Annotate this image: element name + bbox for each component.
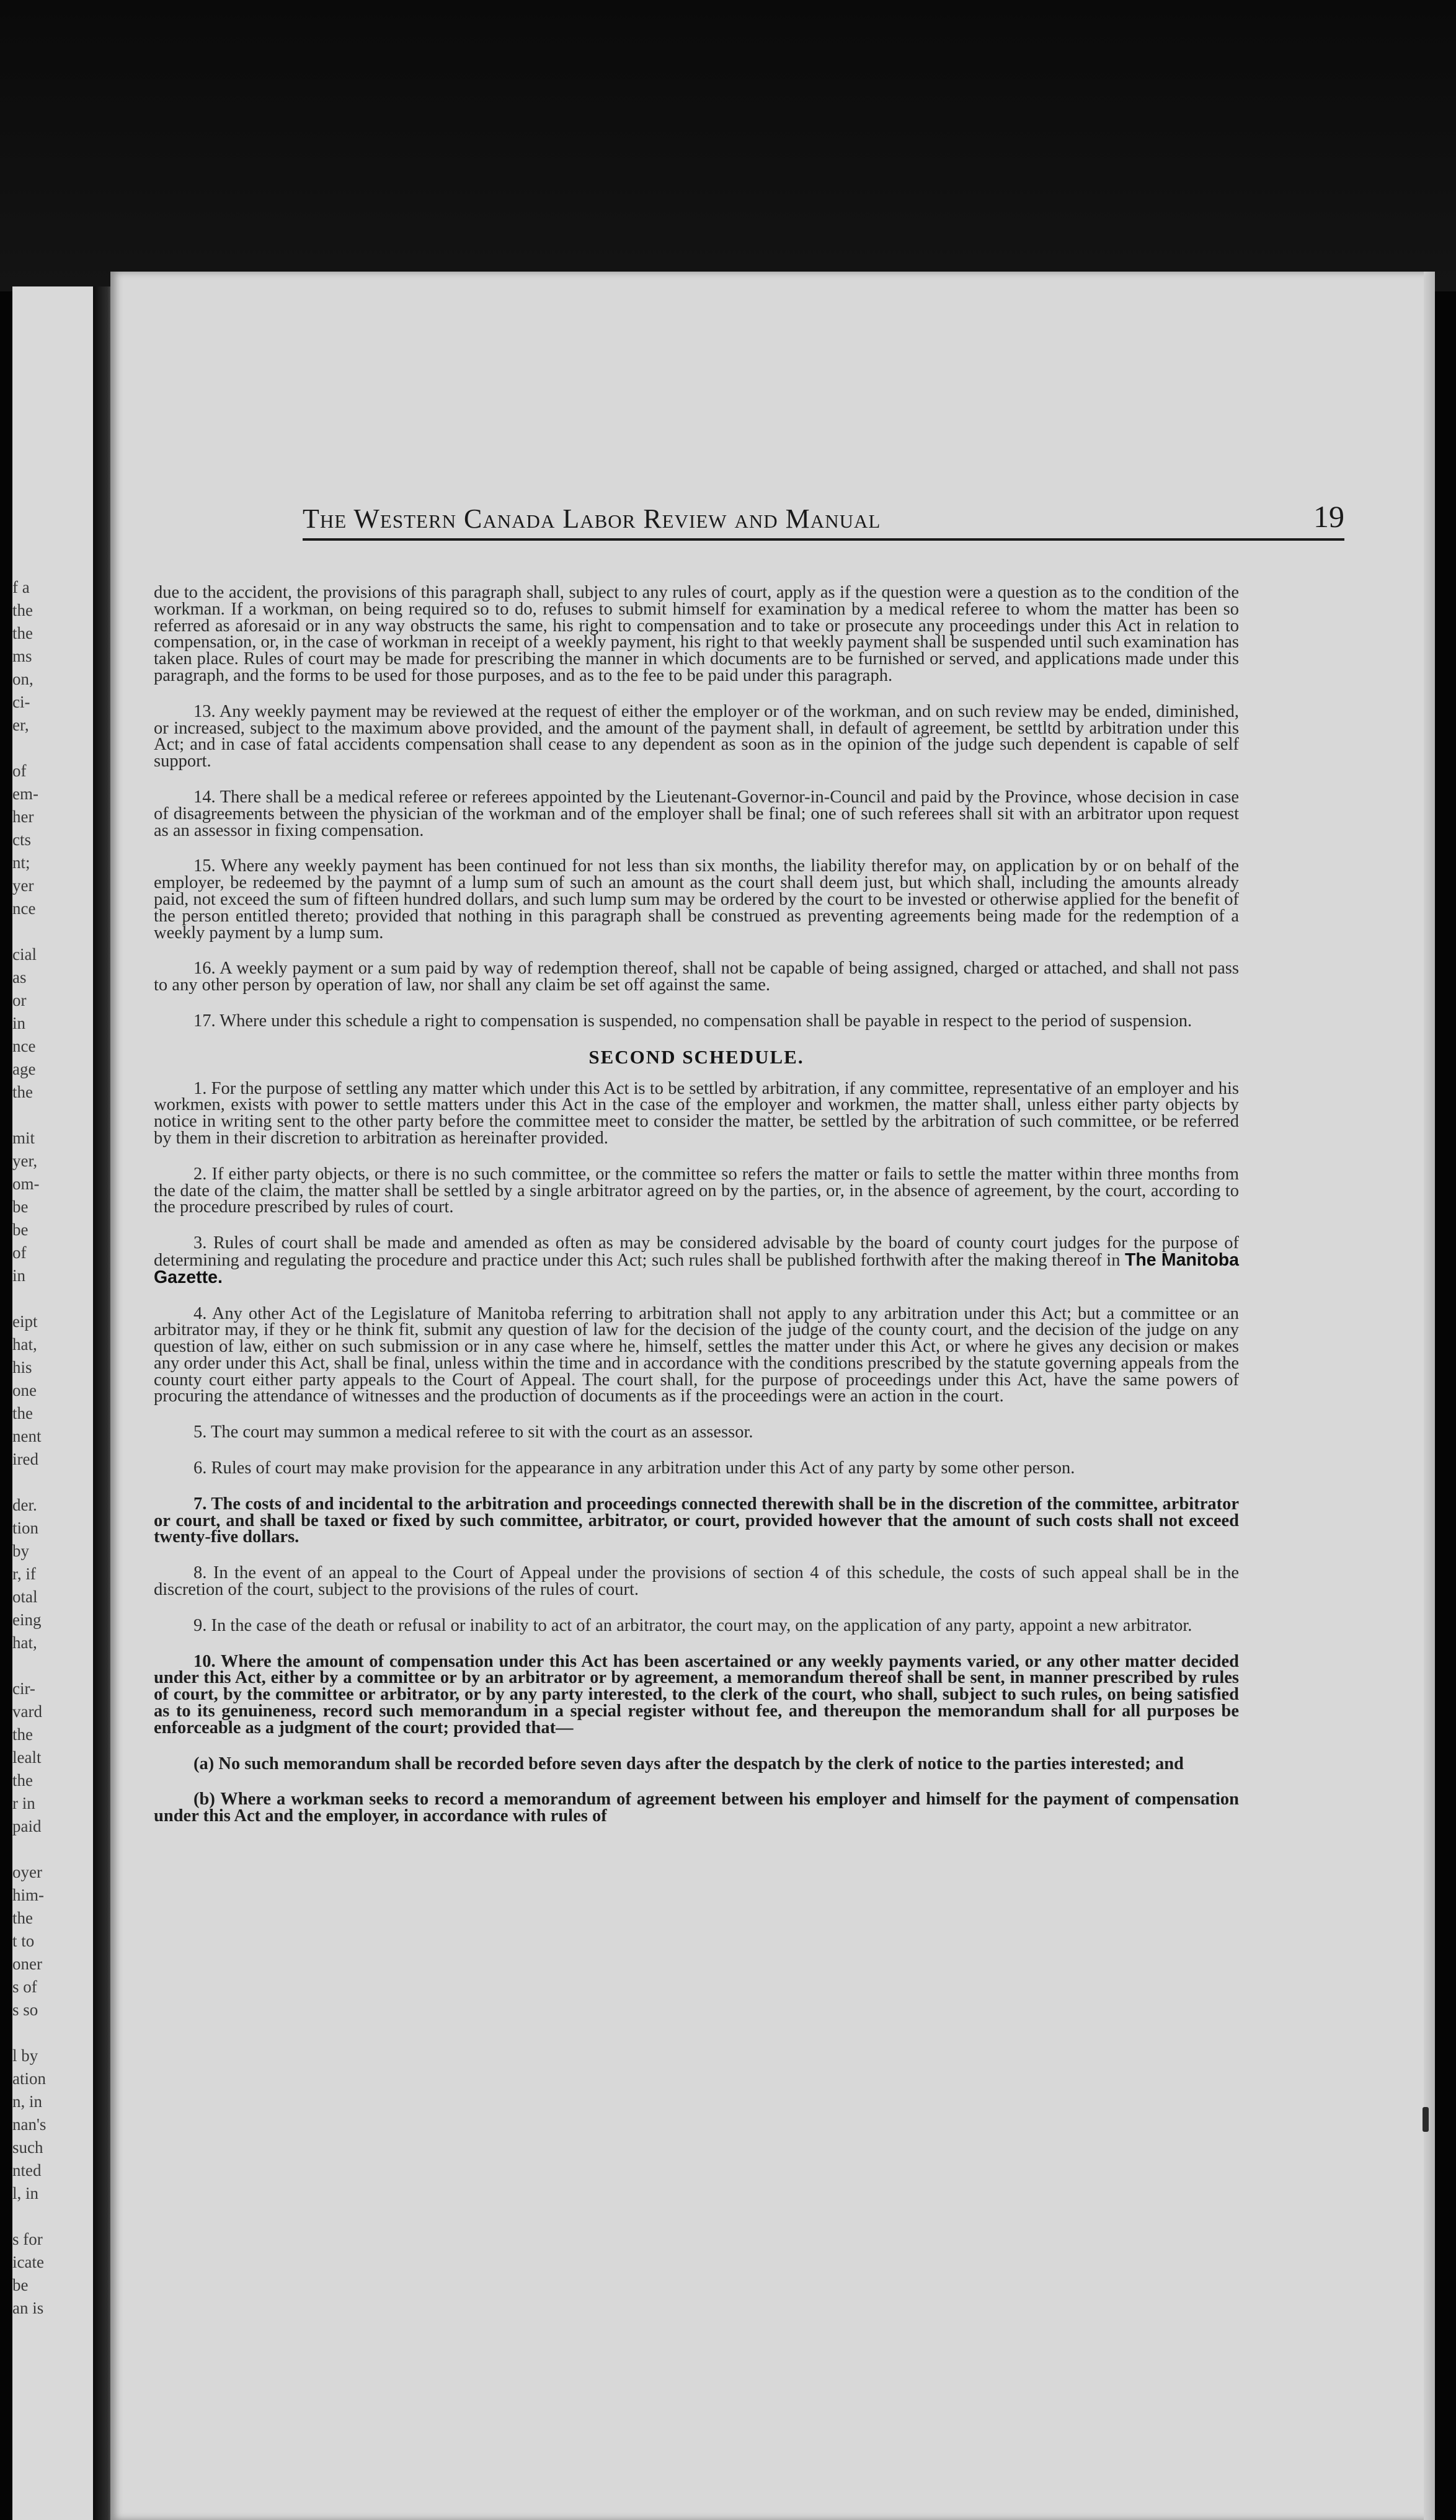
left-page-fragment: on, (12, 670, 33, 688)
left-page-fragment: nce (12, 1037, 36, 1055)
schedule-paragraph-7: 7. The costs of and incidental to the arbitration and proceedings connected therewith shall be in the discretion of the committee, arbitrator or court, and shall be taxed or fixed by such committee, arbitrator, or court, provided however that the amount of such costs shall not exceed twenty-five dollars. (154, 1494, 1239, 1547)
left-page-fragment: his (12, 1358, 32, 1377)
left-page-fragment: be (12, 1220, 29, 1239)
left-page-fragment: lealt (12, 1748, 42, 1767)
left-page-fragment: icate (12, 2253, 44, 2271)
left-page-fragment: nted (12, 2161, 42, 2180)
paragraph-15: 15. Where any weekly payment has been continued for not less than six months, the liability therefor may, on application by or on behalf of the employer, be redeemed by the paymnt of a lump sum of such an amount as the court shall deem just, but which shall, including the amounts already paid, not exceed the sum of fifteen hundred dollars, and such lump sum may be ordered by the court to be invested or otherwise applied for the benefit of the person entitled thereto; provided that nothing in this paragraph shall be construed as preventing agreements being made for the redemption of a weekly payment by a lump sum. (154, 856, 1239, 943)
schedule-paragraph-8: 8. In the event of an appeal to the Court of Appeal under the provisions of section 4 of this schedule, the costs of such appeal shall be in the discretion of the court, subject to the provisions of the rules of court. (154, 1563, 1239, 1600)
left-page-fragment: nce (12, 899, 36, 918)
page-edge-mark (1423, 2107, 1429, 2132)
left-page-fragment: the (12, 1725, 33, 1744)
left-page-fragment: the (12, 624, 33, 642)
schedule-paragraph-6: 6. Rules of court may make provision for the appearance in any arbitration under this Act of any party by some other person. (193, 1458, 1075, 1478)
schedule-paragraph-3-text: 3. Rules of court shall be made and amended as often as may be considered advisable by the board of county court judges for the purpose of determining and regulating the procedure and practice under this Act; such rules shall be published forthwith after the making thereof in (154, 1233, 1239, 1270)
schedule-paragraph-10a: (a) No such memorandum shall be recorded before seven days after the despatch by the clerk of notice to the parties interested; and (193, 1754, 1184, 1773)
schedule-paragraph-4: 4. Any other Act of the Legislature of Manitoba referring to arbitration shall not apply to any arbitration under this Act; but a committee or an arbitrator may, if they or he think fit, submit any question of law for the decision of the judge of the county court, and the decision of the judge on any question of law, either on such submission or in any case where he, himself, settles the matter under this Act, or where he gives any decision or makes any order under this Act, shall be final, unless within the time and in accordance with the conditions prescribed by the statute governing appeals from the county court either party appeals to the Court of Appeal. The court shall, for the purpose of proceedings under this Act, have the same powers of procuring the attendance of witnesses and the production of documents as if the proceedings were an action in the court. (154, 1303, 1239, 1406)
left-page-fragment: oner (12, 1954, 42, 1973)
schedule-paragraph-9: 9. In the case of the death or refusal or inability to act of an arbitrator, the court may, on the application of any party, appoint a new arbitrator. (193, 1615, 1192, 1635)
schedule-paragraph-10b: (b) Where a workman seeks to record a memorandum of agreement between his employer and himself for the payment of compensation under this Act and the employer, in accordance with rules of (154, 1790, 1239, 1826)
gazette-name: The Manitoba Gazette. (154, 1249, 1239, 1287)
schedule-paragraph-3 (154, 1235, 1239, 1286)
left-page-fragment: vard (12, 1702, 42, 1721)
left-page-fragment: l by (12, 2046, 38, 2065)
left-page-fragment: tion (12, 1519, 39, 1537)
left-page-fragment: cts (12, 830, 31, 849)
left-page-fragment: the (12, 1404, 33, 1422)
left-page-fragment: hat, (12, 1335, 37, 1354)
paragraph-continuation: due to the accident, the provisions of this paragraph shall, subject to any rules of court, apply as if the question were a question as to the condition of the workman. If a workman, on being required so to do, refuses to submit himself for examination by a medical referee to whom the matter has been so referred as aforesaid or in any way obstructs the same, his right to compensation and to take or prosecute any proceedings under this Act in relation to compensation, or, in the case of workman in receipt of a weekly payment, his right to that weekly payment shall be suspended until such examination has taken place. Rules of court may be made for prescribing the manner in which documents are to be furnished or served, and applications made under this paragraph, and the forms to be used for those purposes, and as to the fee to be paid under this paragraph. (154, 583, 1239, 685)
left-page-fragment: him- (12, 1886, 44, 1904)
paragraph-17: 17. Where under this schedule a right to compensation is suspended, no compensation shall be payable in respect to the period of suspension. (193, 1011, 1192, 1031)
left-page-fragment: oyer (12, 1863, 42, 1881)
left-page-fragment: be (12, 2276, 29, 2294)
left-page-fragment: cir- (12, 1679, 35, 1698)
left-page-fragment: in (12, 1014, 26, 1032)
left-page-fragment: yer (12, 876, 34, 895)
schedule-paragraph-10: 10. Where the amount of compensation under this Act has been ascertained or any weekly payments varied, or any other matter decided under this Act, either by a committee or by an arbitrator or by agreement, a memorandum thereof shall be sent, in manner prescribed by rules of court, by the committee or arbitrator, or by any party interested, to the clerk of the court, who shall, subject to such rules, on being satisfied as to its genuineness, record such memorandum in a special register without fee, and thereupon the memorandum shall for all purposes be enforceable as a judgment of the court; provided that— (154, 1651, 1239, 1737)
left-page-fragment: her (12, 807, 34, 826)
left-page-fragment: by (12, 1542, 29, 1560)
left-page-fragment: s so (12, 2000, 38, 2019)
left-page-fragment: er, (12, 716, 29, 734)
running-header (303, 501, 1344, 541)
left-page-fragment: an is (12, 2299, 44, 2317)
left-page-fragment: of (12, 761, 27, 780)
left-page-fragment: om- (12, 1174, 40, 1193)
left-page-fragment: the (12, 1771, 33, 1790)
left-page-fragment: one (12, 1381, 37, 1400)
left-page-margin (12, 286, 105, 2520)
schedule-paragraph-1: 1. For the purpose of settling any matter which under this Act is to be settled by arbitration, if any committee, representative of an employer and his workmen, exists with power to settle matters under this Act in the case of the employer and workmen, the matter shall, unless either party objects by notice in writing sent to the other party before the committee meet to consider the matter, be settled by the arbitration of such committee, or be referred by them in their discretion to arbitration as hereinafter provided. (154, 1078, 1239, 1148)
page-edge (1424, 272, 1435, 2520)
left-page-fragment: eipt (12, 1312, 38, 1331)
left-page-fragment: of (12, 1243, 27, 1262)
left-page-fragment: mit (12, 1129, 35, 1147)
left-page-fragment: hat, (12, 1633, 37, 1652)
left-page-fragment: r, if (12, 1564, 36, 1583)
background-dark (0, 0, 1456, 291)
left-page-fragment: r in (12, 1794, 35, 1812)
left-page-fragment: such (12, 2138, 43, 2157)
left-page-fragment: nt; (12, 853, 30, 872)
left-page-fragment: in (12, 1266, 26, 1285)
left-page-fragment: age (12, 1060, 36, 1078)
running-title: The Western Canada Labor Review and Manual (303, 504, 881, 534)
left-page-fragment: ation (12, 2069, 46, 2088)
left-page-fragment: s for (12, 2230, 43, 2248)
left-page-fragment: nent (12, 1427, 42, 1445)
left-page-fragment: der. (12, 1496, 37, 1514)
left-page-fragment: eing (12, 1610, 42, 1629)
page-body (154, 585, 1239, 1844)
left-page-fragment: as (12, 968, 27, 987)
left-page-fragment: nan's (12, 2115, 47, 2134)
left-page-fragment: f a (12, 578, 30, 597)
schedule-paragraph-2: 2. If either party objects, or there is no such committee, or the committee so refers the matter or fails to settle the matter within three months from the date of the claim, the matter shall be settled by a single arbitrator agreed on by the parties, or, in the absence of agreement, by the court, according to the procedure prescribed by rules of court. (154, 1164, 1239, 1217)
page-number: 19 (1313, 499, 1344, 534)
left-page-fragment: or (12, 991, 27, 1009)
document-page (110, 272, 1435, 2520)
left-page-fragment: cial (12, 945, 37, 964)
left-page-fragment: yer, (12, 1151, 38, 1170)
left-page-fragment: s of (12, 1977, 37, 1996)
left-page-fragment: the (12, 601, 33, 619)
left-page-fragment: ci- (12, 693, 30, 711)
schedule-paragraph-5: 5. The court may summon a medical referee to sit with the court as an assessor. (193, 1422, 753, 1442)
left-page-fragment: em- (12, 784, 38, 803)
left-page-fragment: n, in (12, 2092, 43, 2111)
left-page-fragment: the (12, 1083, 33, 1101)
left-page-fragment: be (12, 1197, 29, 1216)
left-page-fragment: l, in (12, 2184, 39, 2203)
left-page-fragment: the (12, 1909, 33, 1927)
left-page-fragment: ired (12, 1450, 38, 1468)
left-page-fragment: otal (12, 1587, 38, 1606)
paragraph-14: 14. There shall be a medical referee or referees appointed by the Lieutenant-Governor-in-Council and paid by the Province, whose decision in case of disagreements between the physician of the workman and of the employer shall be final; one of such referees shall sit with an arbitrator upon request as an assessor in fixing compensation. (154, 787, 1239, 840)
left-page-fragment: paid (12, 1817, 42, 1835)
left-page-fragment: t to (12, 1932, 35, 1950)
paragraph-16: 16. A weekly payment or a sum paid by way of redemption thereof, shall not be capable of being assigned, charged or attached, and shall not pass to any other person by operation of law, nor shall any claim be set off against the same. (154, 959, 1239, 995)
paragraph-13: 13. Any weekly payment may be reviewed at the request of either the employer or of the workman, and on such review may be ended, diminished, or increased, subject to the maximum above provided, and the amount of the payment shall, in default of agreement, be settltd by arbitration under this Act; and in case of fatal accidents compensation shall cease to any dependent as soon as in the opinion of the judge such dependent is capable of self support. (154, 701, 1239, 771)
left-page-fragment: ms (12, 647, 32, 665)
section-heading: SECOND SCHEDULE. (588, 1045, 804, 1068)
